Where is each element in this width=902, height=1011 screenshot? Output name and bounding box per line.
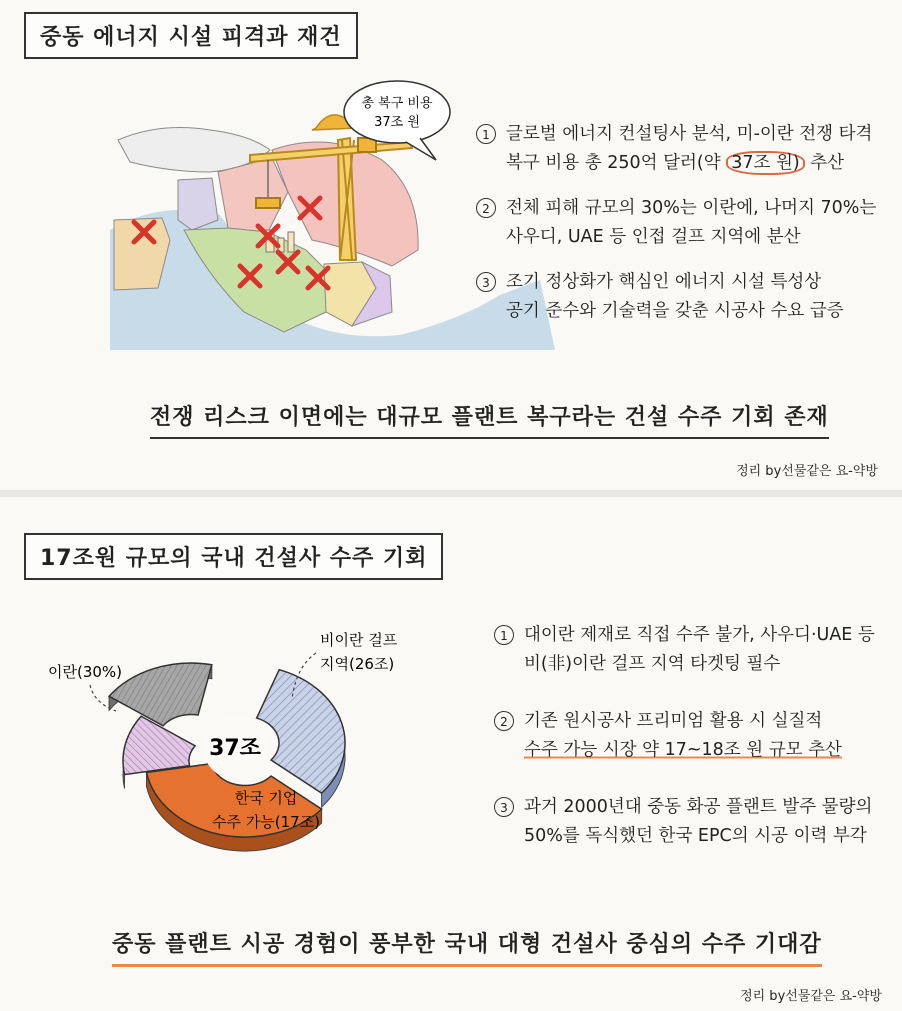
panel2-tagline: 중동 플랜트 시공 경험이 풍부한 국내 대형 건설사 중심의 수주 기대감 — [112, 927, 822, 967]
bullet-line: 대이란 제재로 직접 수주 불가, 사우디·UAE 등 — [524, 625, 875, 645]
pie-slice-non-iran — [257, 670, 345, 793]
bullet-line: 사우디, UAE 등 인접 걸프 지역에 분산 — [506, 227, 801, 247]
panel-korea-opportunity — [0, 497, 902, 1011]
label-korea-1: 한국 기업 — [234, 789, 298, 807]
label-korea-2: 수주 가능(17조) — [211, 813, 321, 831]
bullet-line: 조기 정상화가 핵심인 에너지 시설 특성상 — [506, 272, 822, 292]
bubble-line2: 37조 원 — [374, 115, 420, 130]
circled-number: 3 — [476, 272, 496, 292]
circled-number: 2 — [476, 198, 496, 218]
highlight-circle: 37조 원) — [726, 151, 804, 175]
panel2-credit: 정리 by선물같은 요-약방 — [740, 989, 882, 1004]
bullet-line: 50%를 독식했던 한국 EPC의 시공 이력 부각 — [524, 826, 867, 846]
pie-slice-iran — [109, 663, 212, 726]
panel1-credit: 정리 by선물같은 요-약방 — [736, 464, 878, 479]
circled-number: 1 — [476, 124, 496, 144]
label-iran: 이란(30%) — [48, 663, 123, 681]
pie-slice-other — [123, 716, 195, 774]
circled-number: 1 — [494, 625, 514, 645]
panel1-title: 중동 에너지 시설 피격과 재건 — [24, 12, 358, 59]
pie-center-label: 37조 — [209, 736, 261, 761]
label-non-iran-2: 지역(26조) — [320, 655, 395, 673]
panel2-title: 17조원 규모의 국내 건설사 수주 기회 — [24, 533, 443, 580]
panel1-tagline: 전쟁 리스크 이면에는 대규모 플랜트 복구라는 건설 수주 기회 존재 — [150, 400, 829, 439]
bullet-line: 전체 피해 규모의 30%는 이란에, 나머지 70%는 — [506, 198, 877, 218]
circled-number: 2 — [494, 711, 514, 731]
circled-number: 3 — [494, 797, 514, 817]
bullet-item — [476, 120, 876, 178]
bullet-line: 과거 2000년대 중동 화공 플랜트 발주 물량의 — [524, 797, 873, 817]
panel1-bullet-list — [476, 120, 876, 326]
speech-bubble — [340, 76, 458, 164]
bullet-line: 공기 준수와 기술력을 갖춘 시공사 수요 급증 — [506, 301, 844, 321]
bullet-item — [494, 621, 875, 679]
underlined-text: 수주 가능 시장 약 17~18조 원 규모 추산 — [524, 740, 842, 760]
bullet-item — [494, 707, 875, 765]
bullet-line: 글로벌 에너지 컨설팅사 분석, 미-이란 전쟁 타격 — [506, 124, 873, 144]
bullet-line: 기존 원시공사 프리미엄 활용 시 실질적 — [524, 711, 823, 731]
panel2-bullet-list — [494, 621, 875, 851]
bullet-line: 비(非)이란 걸프 지역 타겟팅 필수 — [524, 654, 781, 674]
bullet-line — [524, 736, 875, 765]
bullet-line: 복구 비용 총 250억 달러(약 37조 원) 추산 — [506, 153, 845, 173]
pie-chart — [20, 607, 460, 867]
bullet-item — [494, 793, 875, 851]
bullet-item — [476, 268, 876, 326]
label-non-iran-1: 비이란 걸프 — [320, 631, 398, 649]
bullet-item — [476, 194, 876, 252]
bubble-line1: 총 복구 비용 — [361, 96, 433, 111]
panel-energy-damage — [0, 0, 902, 490]
